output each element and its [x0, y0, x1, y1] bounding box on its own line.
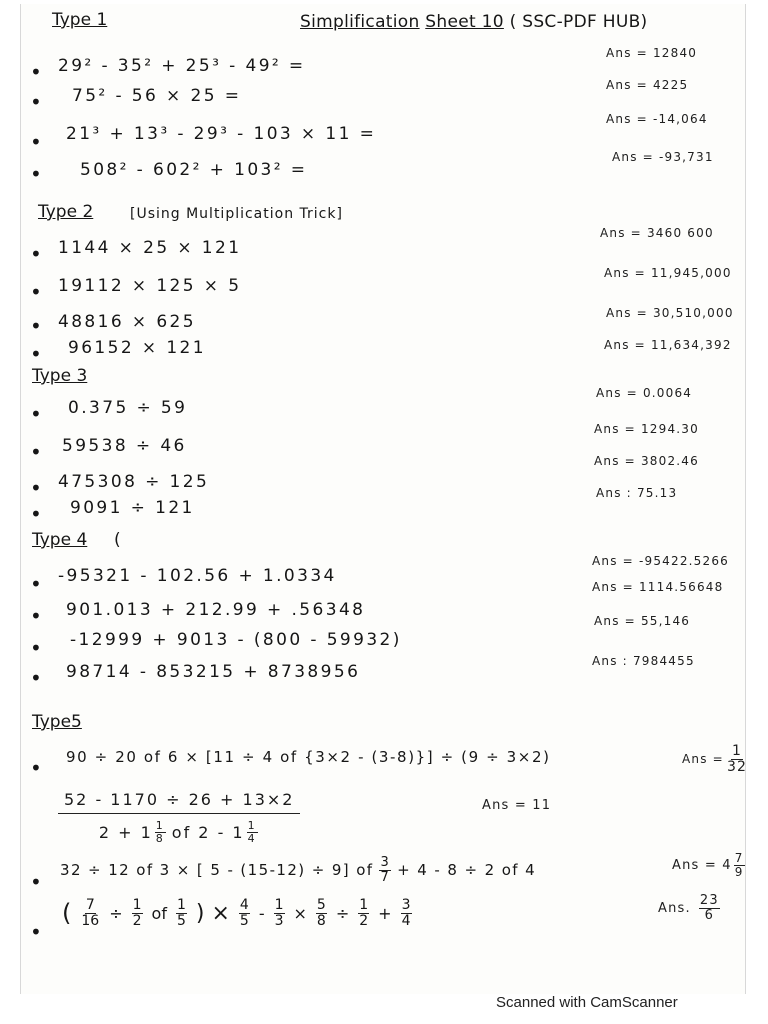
type5-answer-2: Ans = 11: [482, 798, 552, 813]
fraction: [176, 898, 187, 928]
bullet: •: [30, 90, 42, 114]
type4-answer-1: Ans = -95422.5266: [592, 554, 730, 568]
type2-question-1: 1144 × 25 × 121: [58, 238, 242, 258]
type2-answer-2: Ans = 11,945,000: [604, 266, 732, 280]
type2-answer-3: Ans = 30,510,000: [606, 306, 734, 320]
fraction-denominator: 8: [155, 831, 165, 845]
type3-answer-2: Ans = 1294.30: [594, 422, 699, 436]
scanner-watermark: Scanned with CamScanner: [496, 994, 678, 1011]
fraction: [247, 820, 258, 844]
type4-answer-2: Ans = 1114.56648: [592, 580, 724, 594]
type2-heading: Type 2: [38, 202, 94, 222]
type3-answer-3: Ans = 3802.46: [594, 454, 699, 468]
type4-answer-4: Ans : 7984455: [592, 654, 695, 668]
fraction-denominator: 16: [81, 912, 100, 929]
fraction-numerator: 23: [699, 893, 719, 908]
fraction-numerator: 1: [132, 897, 142, 913]
type4-question-4: 98714 - 853215 + 8738956: [66, 662, 361, 682]
bullet: •: [30, 162, 42, 186]
fraction: [80, 898, 100, 928]
bullet: •: [30, 242, 42, 266]
fraction: [274, 898, 285, 928]
type4-paren: (: [114, 530, 121, 550]
type5-answer-1: [682, 744, 750, 774]
fraction: [358, 898, 369, 928]
type3-answer-1: Ans = 0.0064: [596, 386, 693, 400]
type3-answer-4: Ans : 75.13: [596, 486, 678, 500]
bullet: •: [30, 604, 42, 628]
type5-answer-4: [658, 894, 722, 922]
fraction-numerator: 7: [85, 897, 95, 913]
bullet: •: [30, 440, 42, 464]
operator: of: [151, 903, 167, 923]
type2-question-2: 19112 × 125 × 5: [58, 276, 242, 296]
title-simplification: Simplification: [300, 12, 420, 32]
type1-answer-3: Ans = -14,064: [606, 112, 708, 126]
fraction-denominator: 4: [247, 831, 257, 845]
bullet: •: [30, 870, 42, 894]
bullet: •: [30, 342, 42, 366]
answer-label: Ans =: [682, 752, 724, 767]
bullet: •: [30, 402, 42, 426]
fraction-denominator: 2: [132, 912, 142, 929]
type3-question-4: 9091 ÷ 121: [70, 498, 195, 518]
complex-fraction-numerator: 52 - 1170 ÷ 26 + 13×2: [58, 790, 300, 814]
fraction-denominator: 9: [734, 864, 744, 879]
fraction-denominator: 4: [401, 912, 411, 929]
type1-heading: Type 1: [52, 10, 108, 30]
operator: -: [258, 903, 265, 923]
fraction-numerator: 1: [155, 819, 165, 832]
fraction-numerator: 1: [359, 897, 369, 913]
title-source: ( SSC-PDF HUB): [509, 12, 648, 32]
open-paren: (: [62, 899, 72, 928]
type2-note: [Using Multiplication Trick]: [130, 206, 343, 222]
fraction: [132, 898, 143, 928]
answer-label: Ans = 4: [672, 857, 732, 873]
fraction-numerator: 3: [401, 897, 411, 913]
fraction: [401, 898, 412, 928]
type2-answer-1: Ans = 3460 600: [600, 226, 714, 240]
fraction-numerator: 1: [731, 743, 743, 759]
bullet: •: [30, 280, 42, 304]
sheet-title: [300, 12, 647, 32]
bullet: •: [30, 130, 42, 154]
expression-part: + 4 - 8 ÷ 2 of 4: [397, 861, 537, 880]
bullet: •: [30, 920, 42, 944]
answer-label: Ans.: [658, 900, 691, 916]
type1-answer-4: Ans = -93,731: [612, 150, 714, 164]
type1-question-2: 75² - 56 × 25 =: [72, 86, 242, 106]
type2-question-4: 96152 × 121: [68, 338, 206, 358]
bullet: •: [30, 756, 42, 780]
type3-question-1: 0.375 ÷ 59: [68, 398, 188, 418]
fraction: [734, 852, 745, 878]
fraction-denominator: 6: [704, 907, 715, 923]
type3-question-2: 59538 ÷ 46: [62, 436, 187, 456]
operator: +: [378, 903, 392, 923]
type4-question-2: 901.013 + 212.99 + .56348: [66, 600, 366, 620]
type5-question-4: [62, 898, 414, 928]
operator: ÷: [109, 903, 123, 923]
complex-fraction-denominator: [99, 814, 260, 844]
fraction: [726, 744, 748, 774]
expression-part: 32 ÷ 12 of 3 × [ 5 - (15-12) ÷ 9] of: [60, 861, 374, 880]
fraction-numerator: 1: [274, 897, 284, 913]
fraction-numerator: 3: [380, 855, 391, 870]
type4-question-1: -95321 - 102.56 + 1.0334: [58, 566, 337, 586]
type5-question-1: 90 ÷ 20 of 6 × [11 ÷ 4 of {3×2 - (3-8)}] ÷ (9 ÷ 3×2): [66, 748, 551, 766]
fraction-denominator: 3: [274, 912, 284, 929]
bullet: •: [30, 314, 42, 338]
bullet: •: [30, 572, 42, 596]
fraction-denominator: 8: [316, 912, 326, 929]
type4-answer-3: Ans = 55,146: [594, 614, 691, 628]
type1-question-3: 21³ + 13³ - 29³ - 103 × 11 =: [66, 124, 377, 144]
type4-question-3: -12999 + 9013 - (800 - 59932): [70, 630, 402, 650]
fraction-denominator: 7: [380, 869, 391, 885]
fraction-numerator: 1: [176, 897, 186, 913]
fraction: [379, 856, 391, 884]
fraction-denominator: 5: [176, 912, 186, 929]
fraction-numerator: 5: [316, 897, 326, 913]
operator: ×: [293, 903, 307, 923]
fraction: [316, 898, 327, 928]
bullet: •: [30, 60, 42, 84]
fraction-numerator: 1: [247, 819, 257, 832]
type1-question-4: 508² - 602² + 103² =: [80, 160, 308, 180]
type5-heading: Type5: [32, 712, 82, 732]
type4-heading: Type 4: [32, 530, 88, 550]
close-paren: ) ×: [195, 900, 230, 926]
denominator-part: 2 + 1: [98, 822, 153, 842]
fraction: [239, 898, 250, 928]
fraction-denominator: 32: [726, 758, 748, 775]
title-sheet: Sheet 10: [425, 12, 504, 32]
fraction: [155, 820, 166, 844]
bullet: •: [30, 636, 42, 660]
fraction: [699, 894, 720, 922]
type1-answer-2: Ans = 4225: [606, 78, 689, 92]
type5-question-2: [58, 790, 300, 844]
fraction-numerator: 4: [239, 897, 249, 913]
denominator-part: of 2 - 1: [171, 822, 245, 842]
bullet: •: [30, 666, 42, 690]
type5-question-3: [60, 856, 536, 884]
fraction-denominator: 2: [359, 912, 369, 929]
fraction-denominator: 5: [239, 912, 249, 929]
type1-question-1: 29² - 35² + 25³ - 49² =: [58, 56, 306, 76]
type1-answer-1: Ans = 12840: [606, 46, 698, 60]
type2-question-3: 48816 × 625: [58, 312, 196, 332]
type2-answer-4: Ans = 11,634,392: [604, 338, 732, 352]
bullet: •: [30, 502, 42, 526]
type3-heading: Type 3: [32, 366, 88, 386]
fraction-numerator: 7: [734, 851, 744, 865]
bullet: •: [30, 476, 42, 500]
type5-answer-3: [672, 852, 747, 878]
type3-question-3: 475308 ÷ 125: [58, 472, 210, 492]
operator: ÷: [335, 903, 350, 923]
